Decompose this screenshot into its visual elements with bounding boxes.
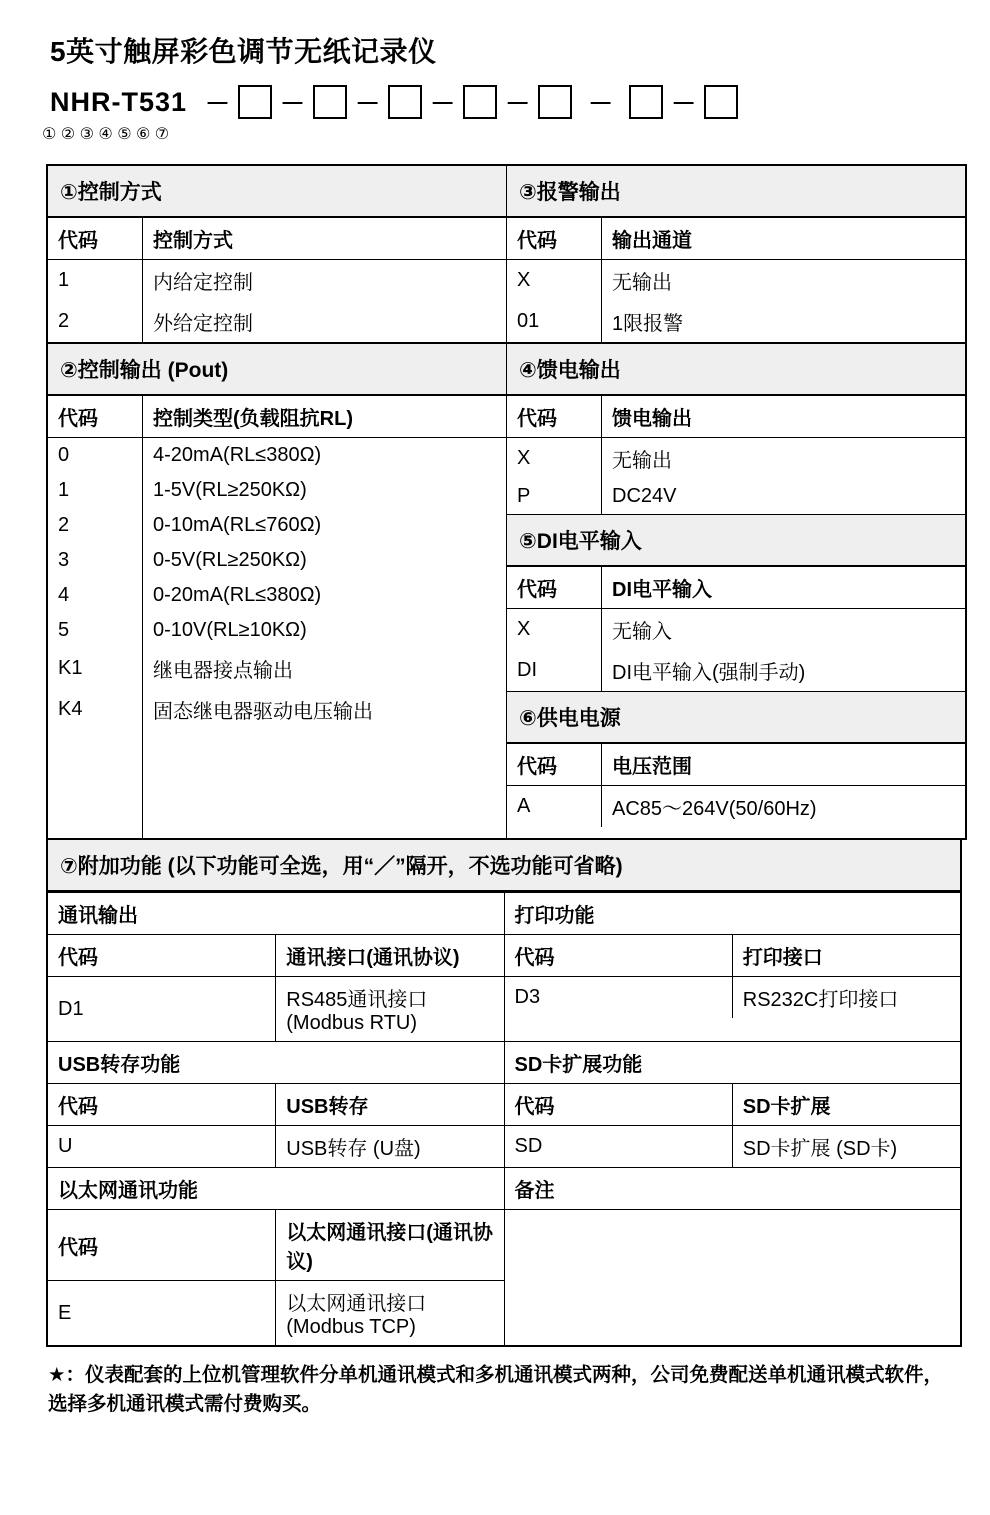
section-3-row-1-code: X <box>507 260 602 302</box>
section-1-col-desc: 控制方式 <box>143 218 507 260</box>
table-row <box>505 1168 961 1210</box>
page-title: 5英寸触屏彩色调节无纸记录仪 <box>50 36 437 67</box>
section-4-col-code: 代码 <box>507 396 602 438</box>
section-5-heading: ⑤DI电平输入 <box>507 514 965 566</box>
group-print-row-1-code: D3 <box>505 977 733 1019</box>
group-usb-name: USB转存功能 <box>48 1042 504 1084</box>
group-usb-row-1-code: U <box>48 1126 276 1168</box>
section-3-table <box>507 217 965 342</box>
group-print-col-code: 代码 <box>505 935 733 977</box>
table-row <box>505 977 961 1019</box>
model-box-5 <box>538 85 572 119</box>
group-remark <box>504 1168 961 1347</box>
table-row <box>507 744 965 786</box>
section-2-row-3-desc: 0-10mA(RL≤760Ω) <box>143 508 507 543</box>
section-5-table <box>507 566 965 691</box>
table-row <box>48 508 506 543</box>
section-6-col-code: 代码 <box>507 744 602 786</box>
group-remark-name: 备注 <box>514 1180 555 1202</box>
table-row <box>48 301 506 342</box>
spec-table-additional <box>46 838 962 1347</box>
group-remark-empty <box>505 1210 961 1319</box>
table-row <box>48 578 506 613</box>
table-row <box>507 260 965 302</box>
section-2-row-4-code: 3 <box>48 543 143 578</box>
group-ethernet-row-1-code: E <box>48 1281 276 1346</box>
model-separator-3: － <box>355 90 381 118</box>
group-comm-output-row-1-code: D1 <box>48 977 276 1042</box>
section-1-row-2-code: 2 <box>48 301 143 342</box>
section-2-row-5-code: 4 <box>48 578 143 613</box>
section-5-row-2-code: DI <box>507 650 602 691</box>
table-row <box>505 935 961 977</box>
group-ethernet-name: 以太网通讯功能 <box>48 1168 504 1210</box>
group-sd-row-1-code: SD <box>505 1126 733 1168</box>
section-1-heading: ①控制方式 <box>48 166 506 217</box>
section-3-row-2-desc: 1限报警 <box>602 301 966 342</box>
group-usb-row-1-desc: USB转存 (U盘) <box>276 1126 504 1168</box>
section-2-row-6-desc: 0-10V(RL≥10KΩ) <box>143 613 507 648</box>
model-box-2 <box>313 85 347 119</box>
section-4-row-1-code: X <box>507 438 602 480</box>
group-print <box>504 893 961 1042</box>
model-box-6 <box>629 85 663 119</box>
table-row <box>48 893 504 935</box>
table-row <box>48 218 506 260</box>
section-2-row-1-code: 0 <box>48 438 143 474</box>
table-row <box>48 1042 504 1084</box>
section-6-row-1-desc: AC85～264V(50/60Hz) <box>602 786 966 828</box>
footnote: ★：仪表配套的上位机管理软件分单机通讯模式和多机通讯模式两种，公司免费配送单机通讯模式软件，选择多机通讯模式需付费购买。 <box>48 1364 943 1416</box>
group-usb-col-desc: USB转存 <box>276 1084 504 1126</box>
model-separator-1: － <box>205 90 231 118</box>
group-print-row-1-desc: RS232C打印接口 <box>732 977 960 1019</box>
group-usb <box>47 1042 504 1168</box>
group-remark-table <box>505 1168 961 1318</box>
group-comm-output-col-desc: 通讯接口(通讯协议) <box>276 935 504 977</box>
table-row <box>507 438 965 480</box>
group-usb-table <box>48 1042 504 1167</box>
table-row <box>48 689 506 730</box>
section-1-table <box>48 217 506 342</box>
model-marker-7: ⑦ <box>154 126 170 143</box>
group-sd-name: SD卡扩展功能 <box>505 1042 961 1084</box>
table-row <box>507 650 965 691</box>
table-row <box>48 613 506 648</box>
table-row <box>507 301 965 342</box>
section-5-col-desc: DI电平输入 <box>602 567 966 609</box>
section-2-row-7-code: K1 <box>48 648 143 689</box>
section-2-row-1-desc: 4-20mA(RL≤380Ω) <box>143 438 507 474</box>
group-sd-col-desc: SD卡扩展 <box>732 1084 960 1126</box>
section-2-col-desc: 控制类型(负载阻抗RL) <box>143 396 507 438</box>
model-separator-4: － <box>430 90 456 118</box>
table-row <box>48 396 506 438</box>
group-ethernet-row-1-desc: 以太网通讯接口(Modbus TCP) <box>276 1281 504 1346</box>
model-separator-6: － <box>588 90 614 118</box>
section-2-row-2-desc: 1-5V(RL≥250KΩ) <box>143 473 507 508</box>
section-1-col-code: 代码 <box>48 218 143 260</box>
section-2-table <box>48 395 506 838</box>
table-row <box>507 786 965 828</box>
group-comm-output-table <box>48 893 504 1041</box>
group-sd-col-code: 代码 <box>505 1084 733 1126</box>
model-separator-2: － <box>280 90 306 118</box>
table-row <box>48 1210 504 1281</box>
section-1-row-2-desc: 外给定控制 <box>143 301 507 342</box>
section-4-table <box>507 395 965 514</box>
group-ethernet-col-desc: 以太网通讯接口(通讯协议) <box>276 1210 504 1281</box>
model-marker-3: ③ <box>79 126 94 143</box>
model-separator-7: － <box>671 90 697 118</box>
table-row <box>507 218 965 260</box>
model-marker-row <box>42 124 960 150</box>
section-2-row-5-desc: 0-20mA(RL≤380Ω) <box>143 578 507 613</box>
section-2-row-6-code: 5 <box>48 613 143 648</box>
group-print-table <box>505 893 961 1018</box>
group-comm-output-col-code: 代码 <box>48 935 276 977</box>
model-box-3 <box>388 85 422 119</box>
section-2-row-8-desc: 固态继电器驱动电压输出 <box>143 689 507 730</box>
left-column <box>47 165 507 839</box>
right-column <box>507 165 967 839</box>
group-usb-col-code: 代码 <box>48 1084 276 1126</box>
group-comm-output <box>47 893 504 1042</box>
table-row <box>505 1042 961 1084</box>
section-1-row-1-code: 1 <box>48 260 143 302</box>
table-row <box>505 1084 961 1126</box>
section-4-col-desc: 馈电输出 <box>602 396 966 438</box>
section-4-row-1-desc: 无输出 <box>602 438 966 480</box>
section-2-row-7-desc: 继电器接点输出 <box>143 648 507 689</box>
table-row <box>48 935 504 977</box>
table-row <box>48 1084 504 1126</box>
section-2-row-2-code: 1 <box>48 473 143 508</box>
model-name: NHR-T531 <box>50 86 188 117</box>
group-print-name: 打印功能 <box>505 893 961 935</box>
section-6-heading: ⑥供电电源 <box>507 691 965 743</box>
section-3-col-code: 代码 <box>507 218 602 260</box>
model-marker-4: ④ <box>98 126 113 143</box>
section-2-row-4-desc: 0-5V(RL≥250KΩ) <box>143 543 507 578</box>
group-ethernet-col-code: 代码 <box>48 1210 276 1281</box>
model-box-7 <box>704 85 738 119</box>
model-box-4 <box>463 85 497 119</box>
table-row <box>507 609 965 651</box>
table-row <box>48 1281 504 1346</box>
section-5-col-code: 代码 <box>507 567 602 609</box>
table-row <box>505 893 961 935</box>
section-7-heading: ⑦附加功能 (以下功能可全选，用“／”隔开，不选功能可省略) <box>48 840 960 892</box>
section-3-row-2-code: 01 <box>507 301 602 342</box>
section-2-heading: ②控制输出 (Pout) <box>48 342 506 395</box>
table-row <box>48 260 506 302</box>
section-3-col-desc: 输出通道 <box>602 218 966 260</box>
section-4-heading: ④馈电输出 <box>507 342 965 395</box>
model-marker-5: ⑤ <box>117 126 132 143</box>
group-sd-table <box>505 1042 961 1167</box>
table-row <box>48 473 506 508</box>
table-row <box>48 543 506 578</box>
group-comm-output-name: 通讯输出 <box>48 893 504 935</box>
table-row <box>48 648 506 689</box>
section-1-row-1-desc: 内给定控制 <box>143 260 507 302</box>
section-5-row-2-desc: DI电平输入(强制手动) <box>602 650 966 691</box>
table-row <box>505 1126 961 1168</box>
table-row-spacer <box>48 730 506 838</box>
model-code-row <box>50 80 960 124</box>
group-sd-row-1-desc: SD卡扩展 (SD卡) <box>732 1126 960 1168</box>
table-row <box>505 1210 961 1319</box>
section-5-row-1-desc: 无输入 <box>602 609 966 651</box>
group-ethernet-table <box>48 1168 504 1345</box>
group-ethernet <box>47 1168 504 1347</box>
model-separator-5: － <box>505 90 531 118</box>
table-row <box>48 1168 504 1210</box>
section-6-row-1-code: A <box>507 786 602 828</box>
section-2-row-8-code: K4 <box>48 689 143 730</box>
table-row <box>507 479 965 514</box>
model-box-1 <box>238 85 272 119</box>
section-6-table <box>507 743 965 827</box>
section-2-row-3-code: 2 <box>48 508 143 543</box>
section-6-col-desc: 电压范围 <box>602 744 966 786</box>
section-4-row-2-desc: DC24V <box>602 479 966 514</box>
table-row <box>48 977 504 1042</box>
section-2-col-code: 代码 <box>48 396 143 438</box>
section-3-heading: ③报警输出 <box>507 166 965 217</box>
group-print-col-desc: 打印接口 <box>732 935 960 977</box>
table-row <box>48 438 506 474</box>
spec-table-main <box>46 164 967 840</box>
section-5-row-1-code: X <box>507 609 602 651</box>
section-3-row-1-desc: 无输出 <box>602 260 966 302</box>
table-row <box>48 1126 504 1168</box>
model-marker-6: ⑥ <box>135 126 151 143</box>
section-4-row-2-code: P <box>507 479 602 514</box>
table-row <box>507 396 965 438</box>
group-sd <box>504 1042 961 1168</box>
model-marker-2: ② <box>60 126 76 143</box>
group-comm-output-row-1-desc: RS485通讯接口(Modbus RTU) <box>276 977 504 1042</box>
model-marker-1: ① <box>42 126 57 143</box>
table-row <box>507 567 965 609</box>
